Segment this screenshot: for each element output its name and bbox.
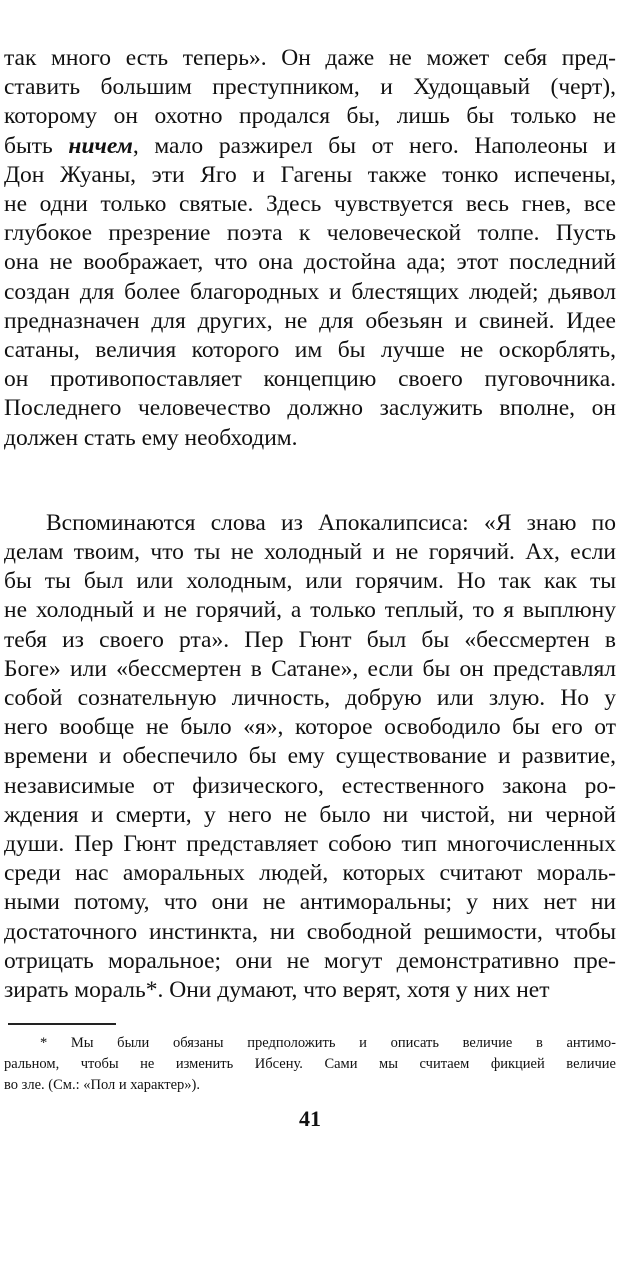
paragraph1-line: должен стать ему необходим. xyxy=(4,424,298,451)
paragraph2-line: ными потому, что они не антиморальны; у них нет ни xyxy=(4,889,616,916)
paragraph2-line: времени и обеспечило бы ему существование и развитие, xyxy=(4,743,616,770)
paragraph1-line: он противопоставляет концепцию своего пуговочника. xyxy=(4,366,616,393)
paragraph1-line: так много есть теперь». Он даже не может себя пред- xyxy=(4,45,616,71)
paragraph2-line: собой сознательную личность, добрую или злую. Но у xyxy=(4,685,616,712)
paragraph2-line: бы ты был или холодным, или горячим. Но так как ты xyxy=(4,568,616,595)
paragraph1-line: сатаны, величия которого им бы лучше не оскорблять, xyxy=(4,337,616,364)
paragraph1-line: не одни только святые. Здесь чувствуется весь гнев, все xyxy=(4,191,616,218)
footnote xyxy=(4,1033,616,1096)
paragraph2-line: независимые от физического, естественного закона ро- xyxy=(4,772,616,799)
paragraph1-line: Дон Жуаны, эти Яго и Гагены также тонко испечены, xyxy=(4,161,616,188)
paragraph2-line: достаточного инстинкта, ни свободной решимости, чтобы xyxy=(4,918,616,945)
paragraph2-line: не холодный и не горячий, а только теплый, то я выплюну xyxy=(4,597,616,624)
paragraph1-line: Последнего человечество должно заслужить вполне, он xyxy=(4,395,616,422)
footnote-rule xyxy=(8,1023,116,1025)
paragraph1-line: она не воображает, что она достойна ада; этот последний xyxy=(4,249,616,276)
paragraph1-line: ставить большим преступником, и Худощавый (черт), xyxy=(4,74,616,101)
paragraph2-line: отрицать моральное; они не могут демонстративно пре- xyxy=(4,947,616,974)
footnote-line: * Мы были обязаны предположить и описать величие в антимо- xyxy=(40,1035,616,1052)
footnote-line: во зле. (См.: «Пол и характер»). xyxy=(4,1077,201,1094)
paragraph1-line: глубокое презрение поэта к человеческой толпе. Пусть xyxy=(4,220,616,247)
paragraph2-line: делам твоим, что ты не холодный и не горячий. Ах, если xyxy=(4,539,616,566)
emphasis-text: ничем xyxy=(68,132,133,159)
paragraph-2 xyxy=(4,509,616,1005)
paragraph2-line: Вспоминаются слова из Апокалипсиса: «Я знаю по xyxy=(46,509,616,536)
paragraph2-line: зирать мораль*. Они думают, что верят, хотя у них нет xyxy=(4,977,550,1004)
page-number: 41 xyxy=(299,1106,321,1131)
footnote-line: ральном, чтобы не изменить Ибсену. Сами мы считаем фикцией величие xyxy=(4,1056,616,1073)
paragraph2-line: тебя из своего рта». Пер Гюнт был бы «бессмертен в xyxy=(4,626,616,653)
paragraph2-line: среди нас аморальных людей, которых считают мораль- xyxy=(4,860,616,887)
paragraph2-line: него вообще не было «я», которое освободило бы его от xyxy=(4,714,616,741)
text-run: быть xyxy=(4,132,69,159)
paragraph2-line: души. Пер Гюнт представляет собою тип многочисленных xyxy=(4,831,616,858)
text-run: , мало разжирел бы от него. Наполеоны и xyxy=(132,132,617,159)
paragraph1-line: предназначен для других, не для обезьян и свиней. Идее xyxy=(4,307,616,334)
paragraph-1 xyxy=(4,44,616,453)
paragraph2-line: ждения и смерти, у него не было ни чистой, ни черной xyxy=(4,801,616,828)
paragraph1-line: создан для более благородных и блестящих людей; дьявол xyxy=(4,278,616,305)
paragraph1-line: которому он охотно продался бы, лишь бы только не xyxy=(4,103,616,130)
paragraph2-line: Боге» или «бессмертен в Сатане», если бы он представлял xyxy=(4,655,616,682)
paragraph1-line xyxy=(4,132,616,161)
